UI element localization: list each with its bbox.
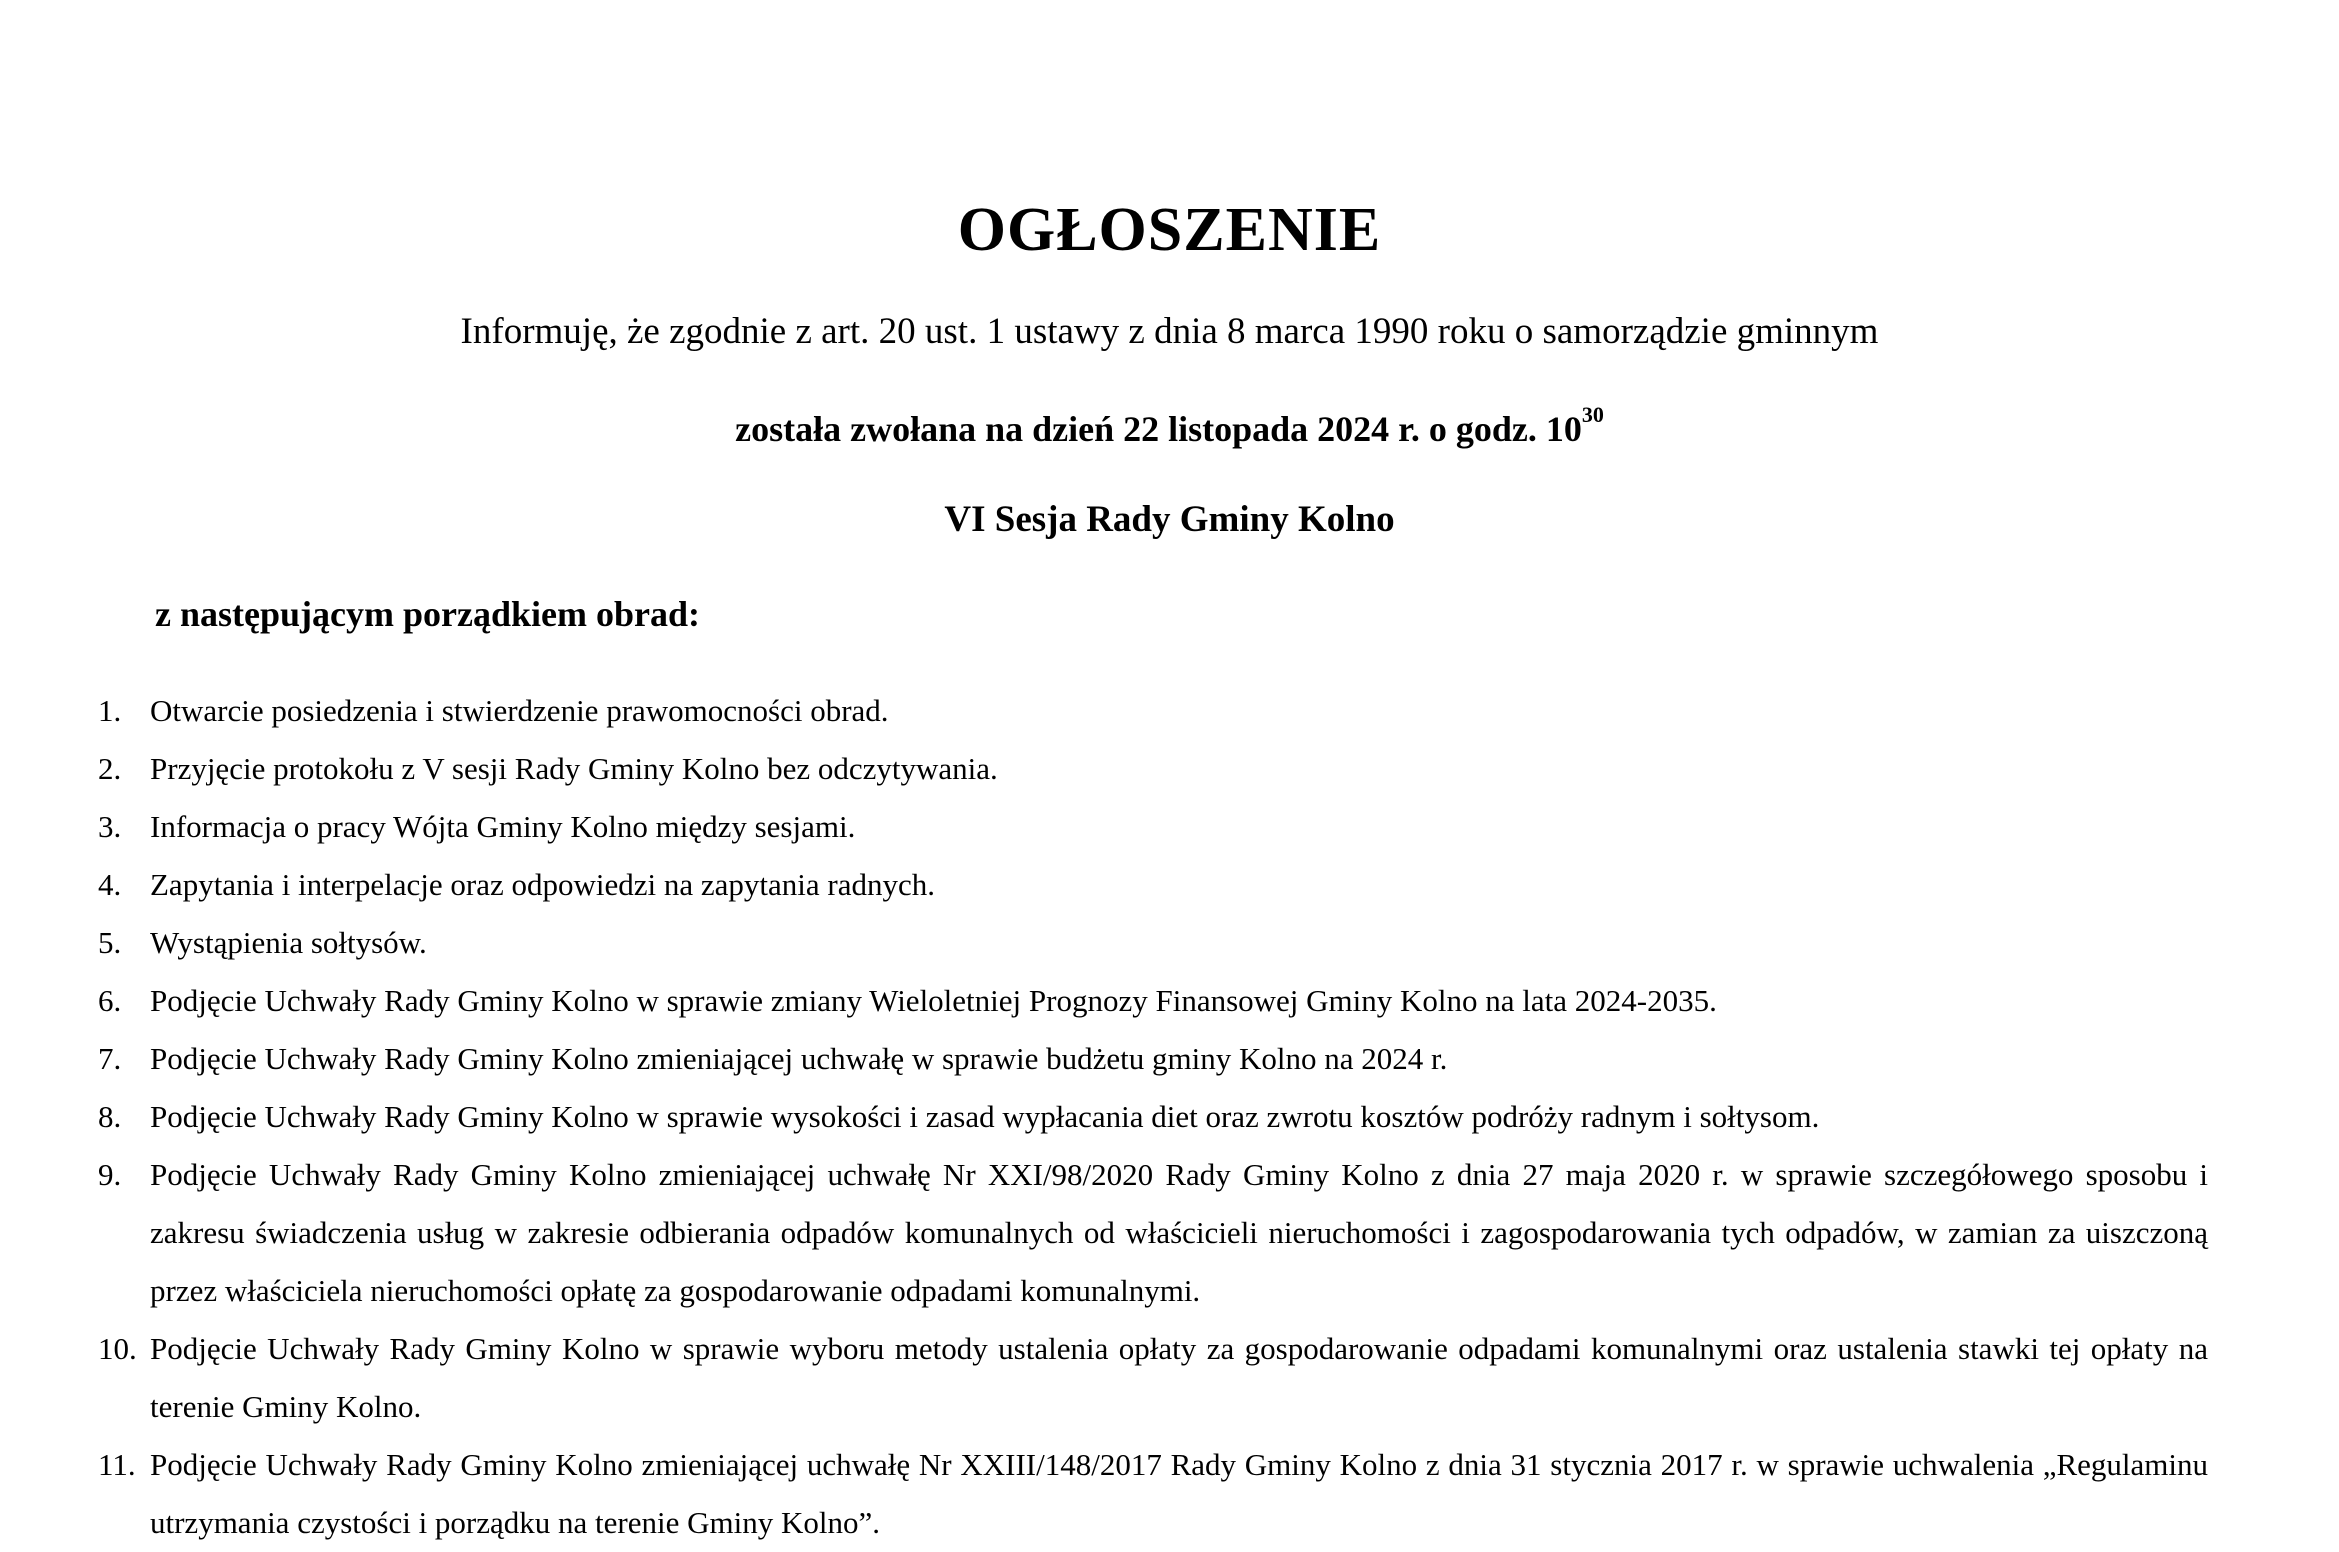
agenda-item: [98, 682, 2208, 740]
agenda-item-number: 4.: [98, 867, 122, 902]
agenda-item-text: Przyjęcie protokołu z V sesji Rady Gminy Kolno bez odczytywania.: [150, 751, 998, 786]
agenda-item-text: Podjęcie Uchwały Rady Gminy Kolno zmieniającej uchwałę w sprawie budżetu gminy Kolno na 2024 r.: [150, 1041, 1448, 1076]
agenda-item: [98, 1146, 2208, 1320]
agenda-item-number: 8.: [98, 1099, 122, 1134]
session-date-line: [0, 404, 2339, 454]
agenda-item-text: Wystąpienia sołtysów.: [150, 925, 427, 960]
agenda-item: [98, 972, 2208, 1030]
agenda-item-text: Podjęcie Uchwały Rady Gminy Kolno w sprawie wysokości i zasad wypłacania diet oraz zwrotu kosztów podróży radnym i sołtysom.: [150, 1099, 1820, 1134]
agenda-item: [98, 1320, 2208, 1436]
agenda-item-text: Podjęcie Uchwały Rady Gminy Kolno zmieniającej uchwałę Nr XXI/98/2020 Rady Gminy Kolno z dnia 27 maja 2020 r. w sprawie szczegółowego sposobu i zakresu świadczenia usług w zakresie odbierania odpadów komunalnych od właścicieli nieruchomości i zagospodarowania tych odpadów, w zamian za uiszczoną przez właściciela nieruchomości opłatę za gospodarowanie odpadami komunalnymi.: [150, 1157, 2208, 1308]
agenda-list: [98, 682, 2208, 1552]
intro-paragraph: Informuję, że zgodnie z art. 20 ust. 1 ustawy z dnia 8 marca 1990 roku o samorządzie gminnym: [460, 311, 1879, 352]
agenda-item-number: 11.: [98, 1447, 136, 1482]
agenda-item: [98, 798, 2208, 856]
agenda-item: [98, 856, 2208, 914]
agenda-item-number: 9.: [98, 1157, 122, 1192]
agenda-item-number: 7.: [98, 1041, 122, 1076]
agenda-item-number: 3.: [98, 809, 122, 844]
document-title: OGŁOSZENIE: [957, 196, 1382, 264]
agenda-item: [98, 914, 2208, 972]
agenda-item: [98, 1030, 2208, 1088]
agenda-item-number: 6.: [98, 983, 122, 1018]
agenda-item-text: Podjęcie Uchwały Rady Gminy Kolno w sprawie zmiany Wieloletniej Prognozy Finansowej Gminy Kolno na lata 2024-2035.: [150, 983, 1717, 1018]
agenda-item-number: 2.: [98, 751, 122, 786]
session-time-minutes: 30: [1581, 402, 1604, 427]
agenda-item-text: Zapytania i interpelacje oraz odpowiedzi na zapytania radnych.: [150, 867, 935, 902]
agenda-item: [98, 740, 2208, 798]
agenda-item-text: Podjęcie Uchwały Rady Gminy Kolno zmieniającej uchwałę Nr XXIII/148/2017 Rady Gminy Kolno z dnia 31 stycznia 2017 r. w sprawie uchwalenia „Regulaminu utrzymania czystości i porządku na terenie Gminy Kolno”.: [150, 1447, 2208, 1540]
agenda-item: [98, 1088, 2208, 1146]
agenda-item-text: Otwarcie posiedzenia i stwierdzenie prawomocności obrad.: [150, 693, 889, 728]
agenda-item-text: Podjęcie Uchwały Rady Gminy Kolno w sprawie wyboru metody ustalenia opłaty za gospodarowanie odpadami komunalnymi oraz ustalenia stawki tej opłaty na terenie Gminy Kolno.: [150, 1331, 2208, 1424]
session-name: VI Sesja Rady Gminy Kolno: [944, 499, 1395, 540]
agenda-heading: z następującym porządkiem obrad:: [155, 594, 700, 634]
agenda-item-number: 5.: [98, 925, 122, 960]
agenda-item: [98, 1436, 2208, 1552]
agenda-item-number: 1.: [98, 693, 122, 728]
agenda-item-text: Informacja o pracy Wójta Gminy Kolno między sesjami.: [150, 809, 856, 844]
agenda-item-number: 10.: [98, 1331, 137, 1366]
session-date-text: została zwołana na dzień 22 listopada 2024 r. o godz. 10: [735, 409, 1582, 449]
